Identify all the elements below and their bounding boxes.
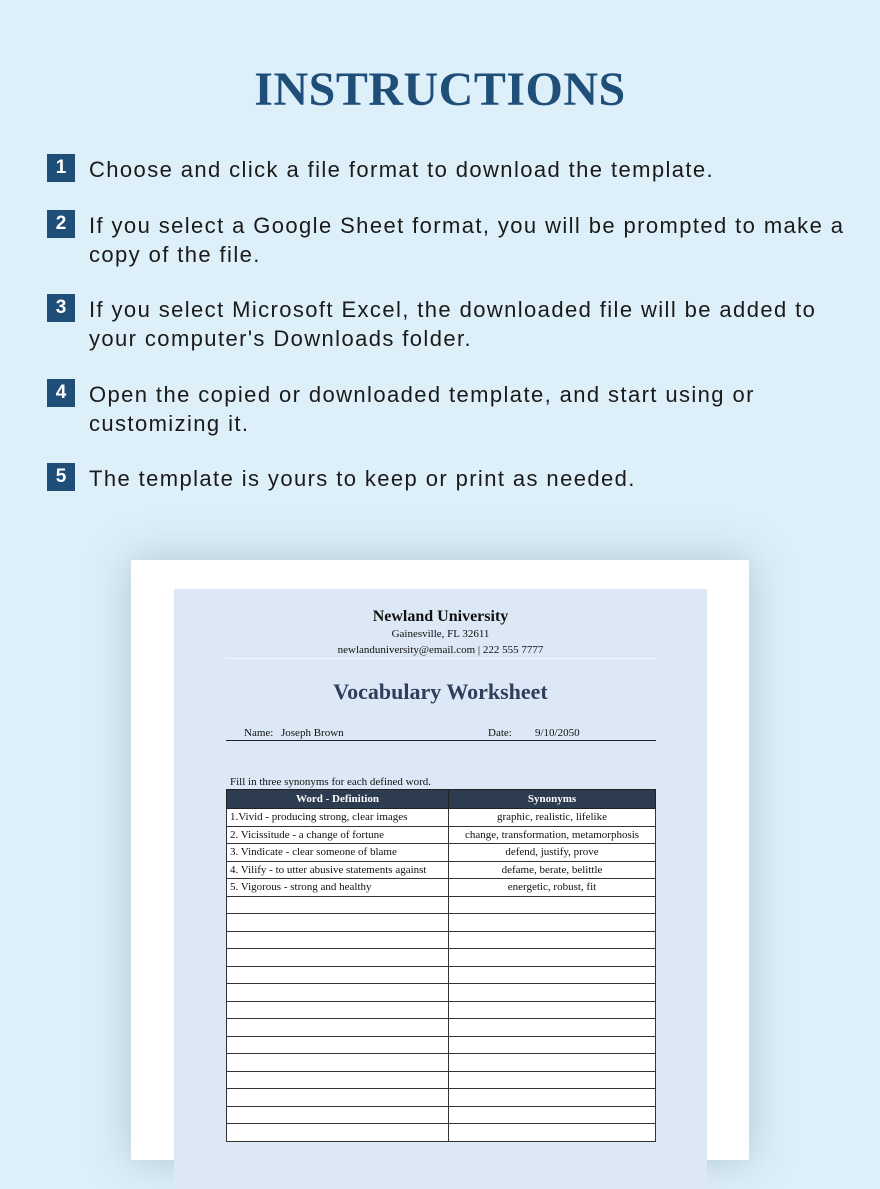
name-value: Joseph Brown: [281, 727, 344, 739]
empty-cell: [227, 1089, 449, 1107]
empty-cell: [449, 931, 656, 949]
empty-cell: [227, 914, 449, 932]
synonyms-cell: change, transformation, metamorphosis: [449, 826, 656, 844]
column-header-synonyms: Synonyms: [449, 790, 656, 809]
step-4: [47, 380, 847, 438]
empty-cell: [449, 1054, 656, 1072]
header-divider: [226, 658, 656, 659]
table-row-empty: [227, 949, 656, 967]
worksheet-instruction: Fill in three synonyms for each defined word.: [230, 776, 432, 788]
name-date-line: [226, 727, 656, 741]
table-row: [227, 809, 656, 827]
table-row-empty: [227, 1019, 656, 1037]
table-row: [227, 844, 656, 862]
empty-cell: [227, 1124, 449, 1142]
worksheet-page: [174, 589, 707, 1189]
table-row: [227, 879, 656, 897]
empty-cell: [449, 914, 656, 932]
empty-cell: [449, 1036, 656, 1054]
table-row-empty: [227, 1106, 656, 1124]
name-label: Name:: [244, 727, 274, 739]
step-text: If you select a Google Sheet format, you will be prompted to make a copy of the file.: [89, 213, 845, 267]
empty-cell: [449, 984, 656, 1002]
table-row-empty: [227, 1089, 656, 1107]
step-text: Open the copied or downloaded template, and start using or customizing it.: [89, 382, 755, 436]
empty-cell: [449, 949, 656, 967]
empty-cell: [227, 1106, 449, 1124]
empty-cell: [227, 931, 449, 949]
empty-cell: [227, 896, 449, 914]
empty-cell: [449, 1124, 656, 1142]
step-5: [47, 464, 847, 493]
table-row-empty: [227, 1036, 656, 1054]
template-preview-card: [131, 560, 749, 1160]
step-number-badge: 2: [47, 210, 75, 238]
empty-cell: [227, 984, 449, 1002]
empty-cell: [227, 949, 449, 967]
step-number-badge: 4: [47, 379, 75, 407]
step-text: The template is yours to keep or print as needed.: [89, 466, 636, 491]
synonyms-cell: defame, berate, belittle: [449, 861, 656, 879]
date-value: 9/10/2050: [535, 727, 580, 739]
empty-cell: [449, 966, 656, 984]
table-row-empty: [227, 1124, 656, 1142]
step-text: If you select Microsoft Excel, the downloaded file will be added to your computer's Downloads folder.: [89, 297, 817, 351]
empty-cell: [227, 1036, 449, 1054]
table-row-empty: [227, 914, 656, 932]
word-cell: 5. Vigorous - strong and healthy: [227, 879, 449, 897]
column-header-word: Word - Definition: [227, 790, 449, 809]
word-cell: 2. Vicissitude - a change of fortune: [227, 826, 449, 844]
empty-cell: [449, 1089, 656, 1107]
table-row-empty: [227, 931, 656, 949]
synonyms-cell: energetic, robust, fit: [449, 879, 656, 897]
table-row: [227, 826, 656, 844]
date-label: Date:: [488, 727, 512, 739]
university-contact: newlanduniversity@email.com | 222 555 7777: [337, 644, 544, 656]
step-number-badge: 1: [47, 154, 75, 182]
instructions-title: INSTRUCTIONS: [254, 63, 626, 116]
table-row: [227, 861, 656, 879]
empty-cell: [227, 1019, 449, 1037]
synonyms-cell: graphic, realistic, lifelike: [449, 809, 656, 827]
empty-cell: [227, 1071, 449, 1089]
empty-cell: [449, 896, 656, 914]
empty-cell: [227, 1054, 449, 1072]
step-number-badge: 3: [47, 294, 75, 322]
table-row-empty: [227, 896, 656, 914]
synonyms-cell: defend, justify, prove: [449, 844, 656, 862]
university-name: Newland University: [372, 608, 509, 625]
table-row-empty: [227, 1054, 656, 1072]
empty-cell: [449, 1019, 656, 1037]
empty-cell: [449, 1071, 656, 1089]
step-3: [47, 295, 847, 353]
empty-cell: [227, 966, 449, 984]
step-number-badge: 5: [47, 463, 75, 491]
step-1: [47, 155, 847, 184]
step-text: Choose and click a file format to download the template.: [89, 157, 715, 182]
word-cell: 4. Vilify - to utter abusive statements against: [227, 861, 449, 879]
empty-cell: [449, 1106, 656, 1124]
university-address: Gainesville, FL 32611: [391, 628, 490, 640]
table-row-empty: [227, 1001, 656, 1019]
empty-cell: [227, 1001, 449, 1019]
table-row-empty: [227, 984, 656, 1002]
worksheet-title: Vocabulary Worksheet: [333, 679, 548, 704]
step-2: [47, 211, 847, 269]
empty-cell: [449, 1001, 656, 1019]
word-cell: 1.Vivid - producing strong, clear images: [227, 809, 449, 827]
vocabulary-table: [226, 789, 656, 1142]
table-row-empty: [227, 1071, 656, 1089]
table-row-empty: [227, 966, 656, 984]
word-cell: 3. Vindicate - clear someone of blame: [227, 844, 449, 862]
